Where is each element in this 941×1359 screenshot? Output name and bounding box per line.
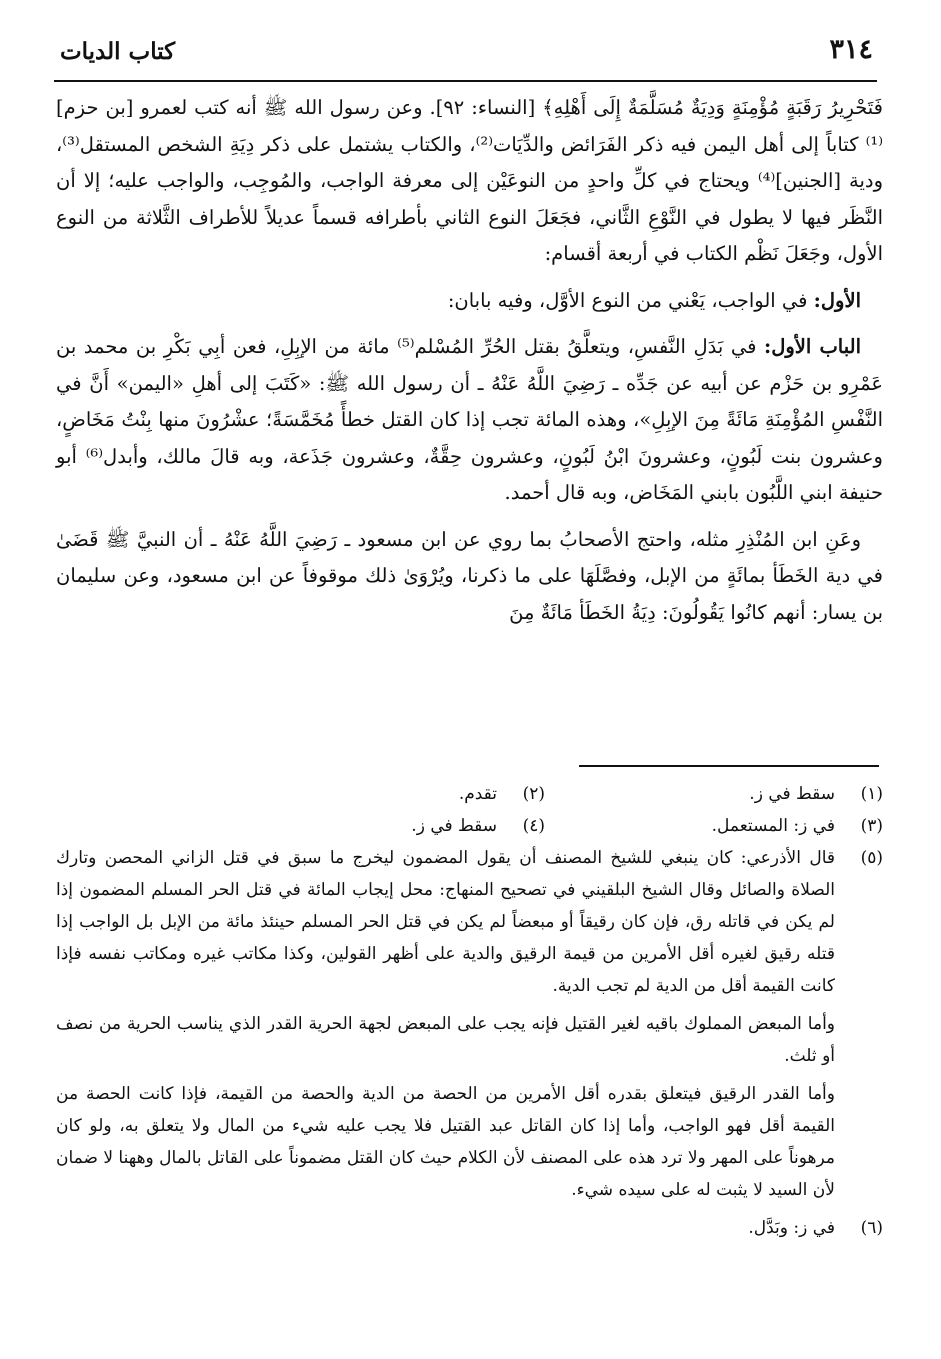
footnote-text: في ز: المستعمل. (711, 816, 835, 836)
footnote-text: سقط في ز. (411, 816, 497, 836)
paragraph-first-section (56, 283, 883, 320)
footnote-row (56, 810, 883, 842)
paragraph-intro: فَتَحْرِيرُ رَقَبَةٍ مُؤْمِنَةٍ وَدِيَةٌ مُسَلَّمَةٌ إِلَى أَهْلِهِ﴾ [النساء: ٩٢]. وعن رسول الله ﷺ أنه كتب لعمرو [بن حزم]⁽¹⁾ كتاباً إلى أهل اليمن فيه ذكر الفَرَائض والدِّيَات⁽²⁾، والكتاب يشتمل على ذكر دِيَةِ الشخص المستقل⁽³⁾، ودية [الجنين]⁽⁴⁾ ويحتاج في كلِّ واحدٍ من النوعَيْن إلى معرفة الواجب، والمُوجِب، والواجب عليه؛ إلا أن النَّظَر فيها لا يطول في النَّوْعِ الثَّاني، فجَعَلَ النوع الثاني بأطرافه قسماً عديلاً للأطراف الثَّلاثة من النوع الأول، وجَعَلَ نَظْم الكتاب في أربعة أقسام: (56, 96, 883, 265)
header-rule (54, 80, 877, 82)
section-label: الأول: (813, 288, 861, 312)
footnote-number: (٣) (860, 816, 883, 836)
footnote-row (56, 1212, 883, 1244)
main-text (56, 90, 883, 641)
footnote-number: (٦) (860, 1218, 883, 1238)
footnote-text: تقدم. (458, 784, 497, 804)
footnote-continuation: وأما المبعض المملوك باقيه لغير القتيل فإنه يجب على المبعض لجهة الحرية القدر الذي يناسب الحرية من نصف أو ثلث. (56, 1014, 835, 1066)
paragraph-first-chapter (56, 329, 883, 512)
footnote-continuation: وأما القدر الرقيق فيتعلق بقدره أقل الأمرين من الحصة من الدية والحصة من القيمة، فإذا كانت الحصة من القيمة أقل فهو الواجب، وأما إذا كان القاتل عبد القتيل فلا يجب عليه شيء من المال ولا يتعلق به، ولو كان مرهوناً على المهر ولا ترد هذه على المصنف لأن الكلام حيث كان القتل مضموناً على القاتل بالمال وههنا لا ضمان لأن السيد لا يثبت له على سيده شيء. (56, 1084, 835, 1200)
footnote-number: (٥) (860, 848, 883, 868)
footnote-text: في ز: وبَدَّل. (748, 1218, 835, 1238)
chapter-label: الباب الأول: (764, 335, 861, 358)
page-number: ٣١٤ (829, 34, 873, 65)
running-title: كتاب الديات (60, 38, 176, 65)
footnote-text: قال الأذرعي: كان ينبغي للشيخ المصنف أن يقول المضمون ليخرج ما سبق في قتل الزاني المحصن وتارك الصلاة والصائل وقال الشيخ البلقيني في تصحيح المنهاج: محل إيجاب المائة في قتل الحر المسلم المضمون إذا لم يكن في قاتله رق، فإن كان رقيقاً أو مبعضاً لم يكن في قتل الحر المسلم حينئذ مائة من الإبل بل الواجب إذا قتله رقيق لغيره أقل الأمرين من قيمة الرقيق والدية على أظهر القولين، وكذا مكاتب غيره ومكاتب نفسه فإذا كانت القيمة أقل من الدية لم تجب الدية. (56, 848, 835, 996)
footnote-number: (٢) (522, 784, 545, 804)
footnotes (56, 778, 883, 1244)
footnote-number: (٤) (522, 816, 545, 836)
footnote-rule (579, 765, 879, 767)
footnote-number: (١) (860, 784, 883, 804)
page-header (60, 30, 873, 72)
chapter-text: في بَدَلِ النَّفسِ، ويتعلَّقُ بقتل الحُرِّ المُسْلم⁽⁵⁾ مائة من الإبِلِ، فعن أبِي بَكْرِ بن محمد بن عَمْرِو بن حَزْم عن أبيه عن جَدِّه ـ رَضِيَ اللَّهُ عَنْهُ ـ أن رسول الله ﷺ: «كَتَبَ إلى أهلِ «اليمن» أَنَّ في النَّفْسِ المُؤْمِنَةِ مَائَةً مِنَ الإبِلِ»، وهذه المائة تجب إذا كان القتل خطأً مُخَمَّسَةً؛ عشْرُونَ منها بِنْتُ مَخَاضٍ، وعشرون بنت لَبُونٍ، وعشرونَ ابْنُ لَبُونٍ، وعشرون حِقَّةٌ، وعشرون جَذَعة، وبه قالَ مالك، وأبدل⁽⁶⁾ أبو حنيفة ابني اللَّبُون بابني المَخَاض، وبه قال أحمد. (56, 335, 883, 504)
footnote-row (56, 842, 883, 1002)
paragraph-evidence: وعَنِ ابن المُنْذِرِ مثله، واحتج الأصحابُ بما روي عن ابن مسعود ـ رَضِيَ اللَّهُ عَنْهُ ـ أن النبيَّ ﷺ قَضَىٰ في دية الخَطَأ بمائَةٍ من الإبل، وفصَّلَهَا على ما ذكرنا، ويُرْوَىٰ ذلك موقوفاً عن ابن مسعود، وعن سليمان بن يسار: أنهم كانُوا يَقُولُونَ: دِيَةُ الخَطَأ مَائَةٌ مِنَ (56, 527, 883, 624)
footnote-row (56, 778, 883, 810)
footnote-text: سقط في ز. (749, 784, 835, 804)
section-text: في الواجب، يَعْني من النوع الأوَّل، وفيه بابان: (447, 288, 808, 312)
